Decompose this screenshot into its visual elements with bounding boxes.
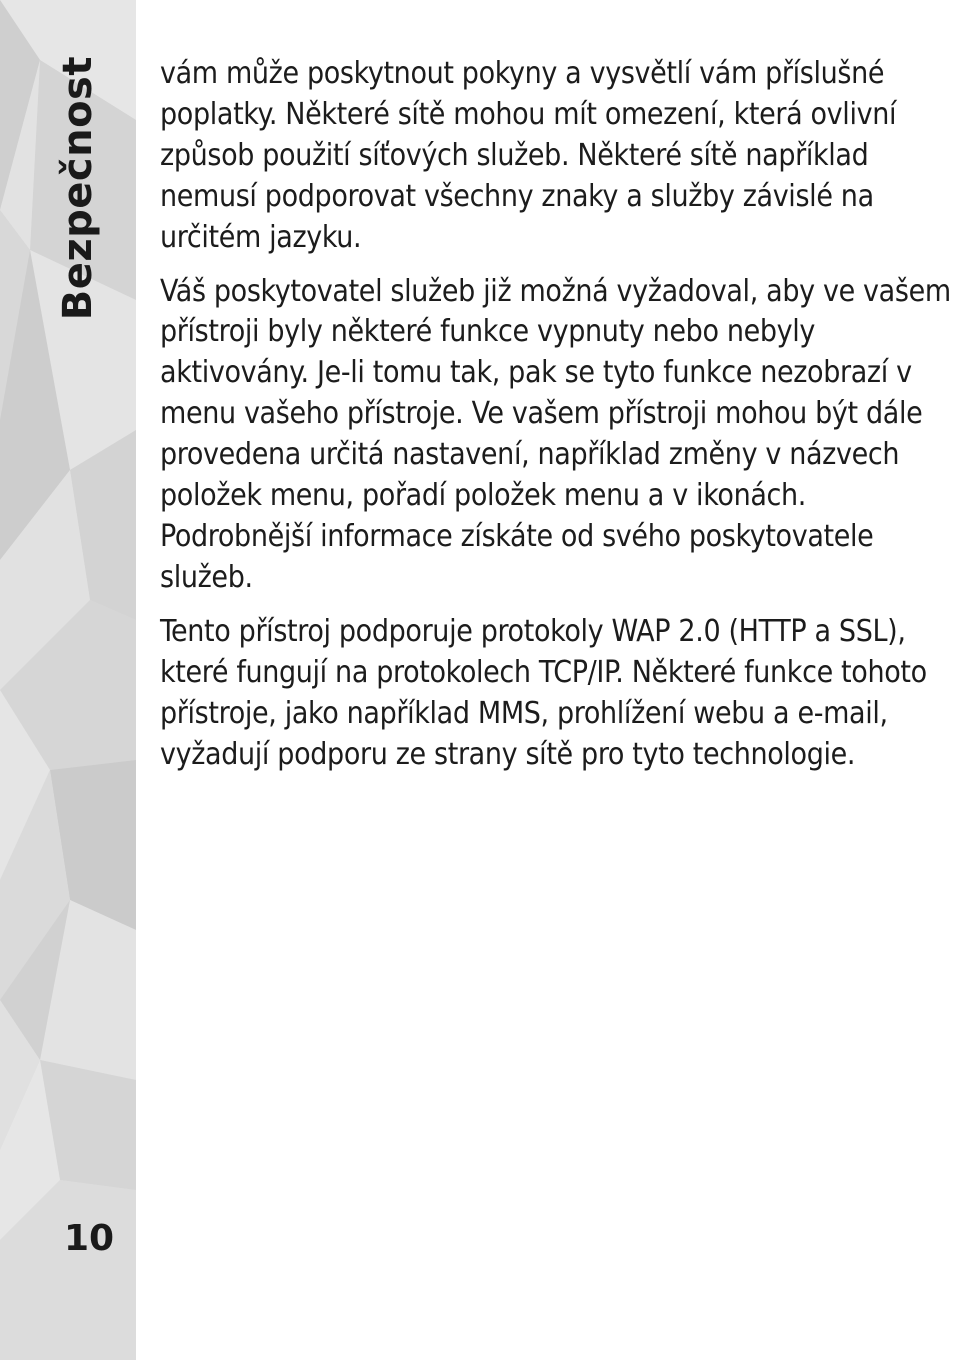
- section-title-text: Bezpečnost: [55, 55, 101, 321]
- paragraph: Tento přístroj podporuje protokoly WAP 2.0 (HTTP a SSL), které fungují na protokolech TCP/IP. Některé funkce tohoto přístroje, jako například MMS, prohlížení webu a e-mail, vyžadují podporu ze strany sítě pro tyto technologie.: [160, 613, 927, 772]
- section-title: [54, 54, 102, 322]
- page-number: 10: [64, 1218, 115, 1259]
- sidebar-band: [0, 0, 136, 1360]
- paragraph: Váš poskytovatel služeb již možná vyžadoval, aby ve vašem přístroji byly některé funkce vypnuty nebo nebyly aktivovány. Je-li tomu tak, pak se tyto funkce nezobrazí v menu vašeho přístroje. Ve vašem přístroji mohou být dále provedena určitá nastavení, například změny v názvech položek menu, pořadí položek menu a v ikonách. Podrobnější informace získáte od svého poskytovatele služeb.: [160, 273, 951, 595]
- body-text: [160, 54, 958, 788]
- paragraph: vám může poskytnout pokyny a vysvětlí vám příslušné poplatky. Některé sítě mohou mít omezení, která ovlivní způsob použití síťových služeb. Některé sítě například nemusí podporovat všechny znaky a služby závislé na určitém jazyku.: [160, 56, 897, 255]
